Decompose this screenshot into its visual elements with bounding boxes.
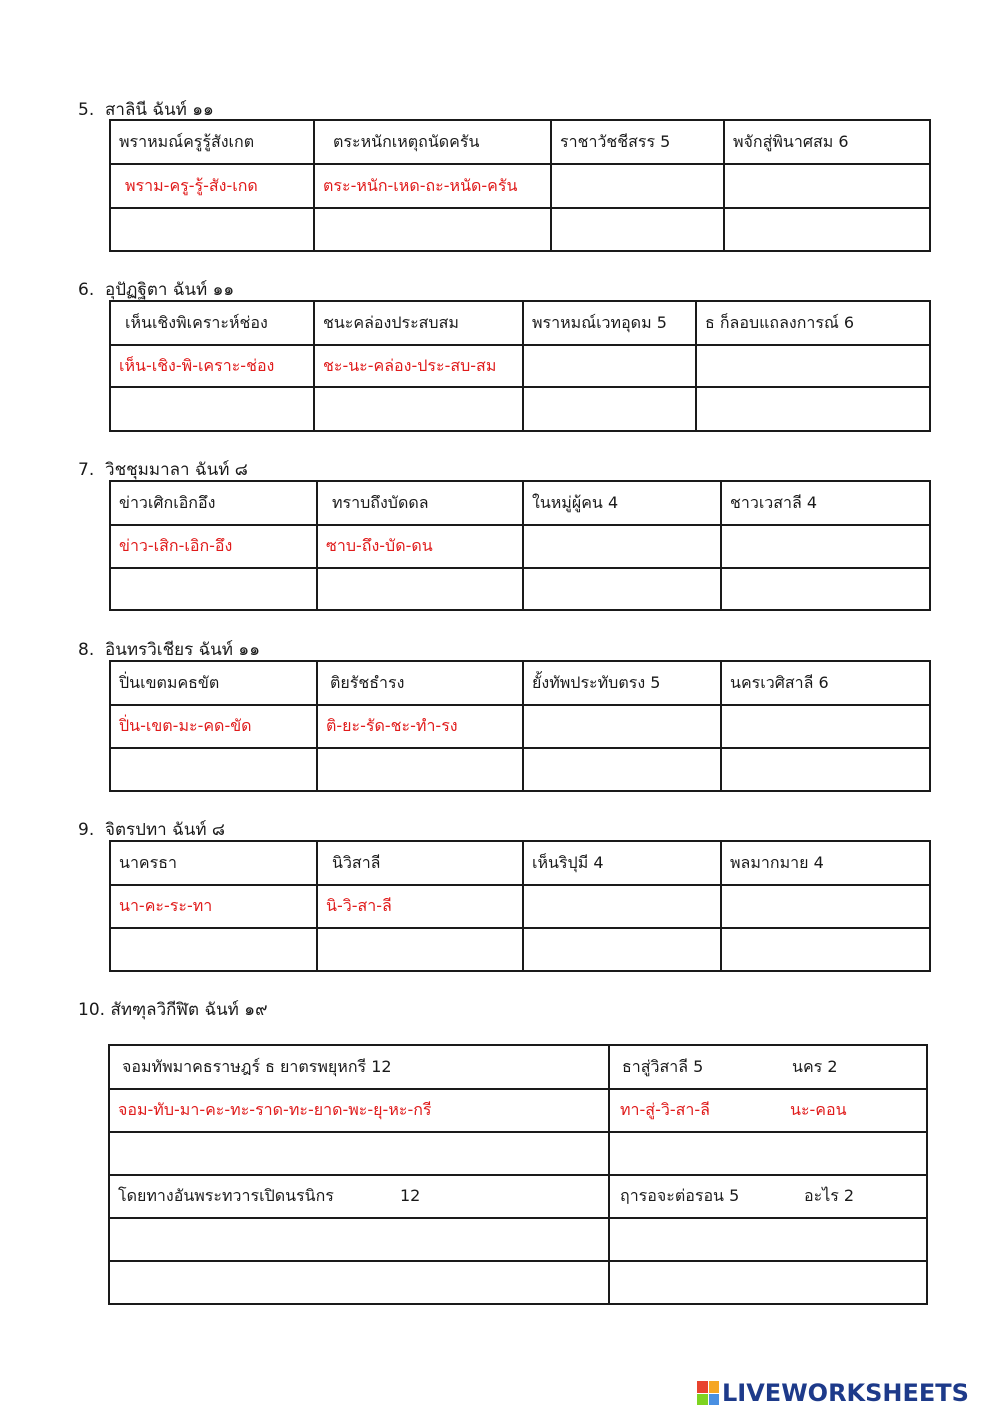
answer-cell[interactable] [317,568,523,610]
section-number: 6. [78,280,95,300]
answer-cell[interactable] [110,748,317,791]
table-row [110,928,930,971]
answer-cell[interactable] [609,1218,927,1261]
cell-text: ธาสู่วิสาลี 5 [622,1056,704,1076]
table-cell: ปิ่นเขตมคธขัต [110,661,317,705]
section-title: อุปัฏฐิตา ฉันท์ ๑๑ [105,280,235,300]
table-row [110,301,930,345]
logo-tile-icon [709,1394,720,1406]
answer-cell[interactable] [317,928,523,971]
worksheet-table [109,840,931,972]
table-row [110,120,930,164]
answer-cell[interactable] [721,568,930,610]
section-title: สัทฑุลวิกีฬิต ฉันท์ ๑๙ [110,1000,268,1020]
answer-cell[interactable] [523,928,721,971]
section-number: 10. [78,1000,106,1020]
section-number: 5. [78,100,95,120]
table-cell: ในหมู่ผู้คน 4 [523,481,721,525]
table-row [110,568,930,610]
table-row [109,1218,927,1261]
answer-cell[interactable] [317,748,523,791]
table-cell: ยั้งทัพประทับตรง 5 [523,661,721,705]
answer-cell[interactable] [109,1218,609,1261]
answer-cell[interactable]: ปิ่น-เขต-มะ-คด-ขัด [110,705,317,748]
logo-tile-icon [709,1381,720,1393]
answer-cell[interactable]: ติ-ยะ-รัด-ชะ-ทำ-รง [317,705,523,748]
table-cell: พราหมณ์เวทอุดม 5 [523,301,696,345]
section-heading [78,816,225,843]
answer-cell[interactable]: ตระ-หนัก-เหด-ถะ-หนัด-ครัน [314,164,551,208]
section-title: สาลินี ฉันท์ ๑๑ [105,100,214,120]
table-row [109,1045,927,1089]
answer-cell[interactable]: ชะ-นะ-คล่อง-ประ-สบ-สม [314,345,523,387]
logo-tile-icon [697,1381,708,1393]
answer-cell[interactable] [110,208,314,251]
worksheet-table [109,119,931,252]
table-row [110,387,930,431]
table-row [109,1175,927,1218]
table-cell: พราหมณ์ครูรู้สังเกต [110,120,314,164]
table-cell: ตระหนักเหตุถนัดครัน [314,120,551,164]
cell-text: ทา-สู่-วิ-สา-ลี [620,1100,710,1119]
answer-cell[interactable] [314,387,523,431]
table-row [110,525,930,568]
cell-text: นะ-คอน [790,1100,847,1119]
answer-cell[interactable] [523,345,696,387]
answer-cell[interactable] [721,705,930,748]
answer-cell[interactable]: นิ-วิ-สา-ลี [317,885,523,928]
table-cell: ชาวเวสาลี 4 [721,481,930,525]
answer-cell[interactable] [721,928,930,971]
table-row [110,661,930,705]
section-title: จิตรปทา ฉันท์ ๘ [105,820,226,840]
cell-text: อะไร 2 [804,1186,855,1205]
table-cell: เห็นเชิงพิเคราะห์ช่อง [110,301,314,345]
answer-cell[interactable] [551,164,724,208]
logo-text: LIVEWORKSHEETS [722,1379,969,1407]
worksheet-table [109,660,931,792]
table-cell: ติยรัชธำรง [317,661,523,705]
table-cell: เห็นริปุมี 4 [523,841,721,885]
table-row [110,164,930,208]
table-cell: ข่าวเศิกเอิกอึง [110,481,317,525]
table-row [109,1261,927,1304]
table-cell [609,1045,927,1089]
answer-cell[interactable] [721,885,930,928]
section-heading [78,456,248,483]
section-heading [78,996,268,1023]
answer-cell[interactable] [609,1261,927,1304]
answer-cell[interactable] [110,568,317,610]
answer-cell[interactable] [724,164,930,208]
table-cell: นิวิสาลี [317,841,523,885]
answer-cell[interactable] [696,387,930,431]
answer-cell[interactable] [523,705,721,748]
answer-cell[interactable]: จอม-ทับ-มา-คะ-ทะ-ราด-ทะ-ยาด-พะ-ยุ-หะ-กรี [109,1089,609,1132]
section-title: วิชชุมมาลา ฉันท์ ๘ [105,460,248,480]
answer-cell[interactable] [523,885,721,928]
table-cell: ทราบถึงบัดดล [317,481,523,525]
answer-cell[interactable] [551,208,724,251]
table-row [110,841,930,885]
answer-cell[interactable] [109,1132,609,1175]
table-cell: พจักสู่พินาศสม 6 [724,120,930,164]
worksheet-table [109,480,931,611]
section-number: 7. [78,460,95,480]
table-cell: ราชาวัชชีสรร 5 [551,120,724,164]
section-heading [78,636,260,663]
answer-cell[interactable] [314,208,551,251]
answer-cell[interactable] [609,1089,927,1132]
table-row [110,885,930,928]
answer-cell[interactable] [721,748,930,791]
table-row [109,1132,927,1175]
table-row [110,705,930,748]
cell-text: ฤารอจะต่อรอน 5 [620,1186,740,1205]
answer-cell[interactable] [110,387,314,431]
logo-tile-icon [697,1394,708,1406]
answer-cell[interactable]: ซาบ-ถึง-บัด-ดน [317,525,523,568]
table-cell: ชนะคล่องประสบสม [314,301,523,345]
cell-text: โดยทางอันพระทวารเปิดนรนิกร [118,1186,334,1205]
table-row [110,481,930,525]
worksheet-table [109,300,931,432]
table-cell [109,1175,609,1218]
table-cell: นครเวศิสาลี 6 [721,661,930,705]
section-title: อินทรวิเชียร ฉันท์ ๑๑ [105,640,260,660]
section-heading [78,276,234,303]
answer-cell[interactable] [109,1261,609,1304]
table-cell [609,1175,927,1218]
table-cell: พลมากมาย 4 [721,841,930,885]
table-cell: ธ ก็ลอบแถลงการณ์ 6 [696,301,930,345]
liveworksheets-logo [697,1378,969,1408]
cell-text: 12 [400,1186,421,1205]
answer-cell[interactable] [724,208,930,251]
answer-cell[interactable] [523,568,721,610]
answer-cell[interactable] [523,387,696,431]
answer-cell[interactable] [110,928,317,971]
table-cell: จอมทัพมาคธราษฎร์ ธ ยาตรพยุหกรี 12 [109,1045,609,1089]
worksheet-table [108,1044,928,1305]
table-row [109,1089,927,1132]
table-cell: นาครธา [110,841,317,885]
answer-cell[interactable] [523,525,721,568]
table-row [110,208,930,251]
table-row [110,345,930,387]
answer-cell[interactable] [523,748,721,791]
answer-cell[interactable]: นา-คะ-ระ-ทา [110,885,317,928]
answer-cell[interactable]: เห็น-เชิง-พิ-เคราะ-ช่อง [110,345,314,387]
section-number: 9. [78,820,95,840]
answer-cell[interactable]: ข่าว-เสิก-เอิก-อึง [110,525,317,568]
answer-cell[interactable] [609,1132,927,1175]
table-row [110,748,930,791]
answer-cell[interactable]: พราม-ครู-รู้-สัง-เกด [110,164,314,208]
section-number: 8. [78,640,95,660]
cell-text: นคร 2 [792,1056,838,1076]
answer-cell[interactable] [696,345,930,387]
logo-mark-icon [697,1381,719,1405]
answer-cell[interactable] [721,525,930,568]
